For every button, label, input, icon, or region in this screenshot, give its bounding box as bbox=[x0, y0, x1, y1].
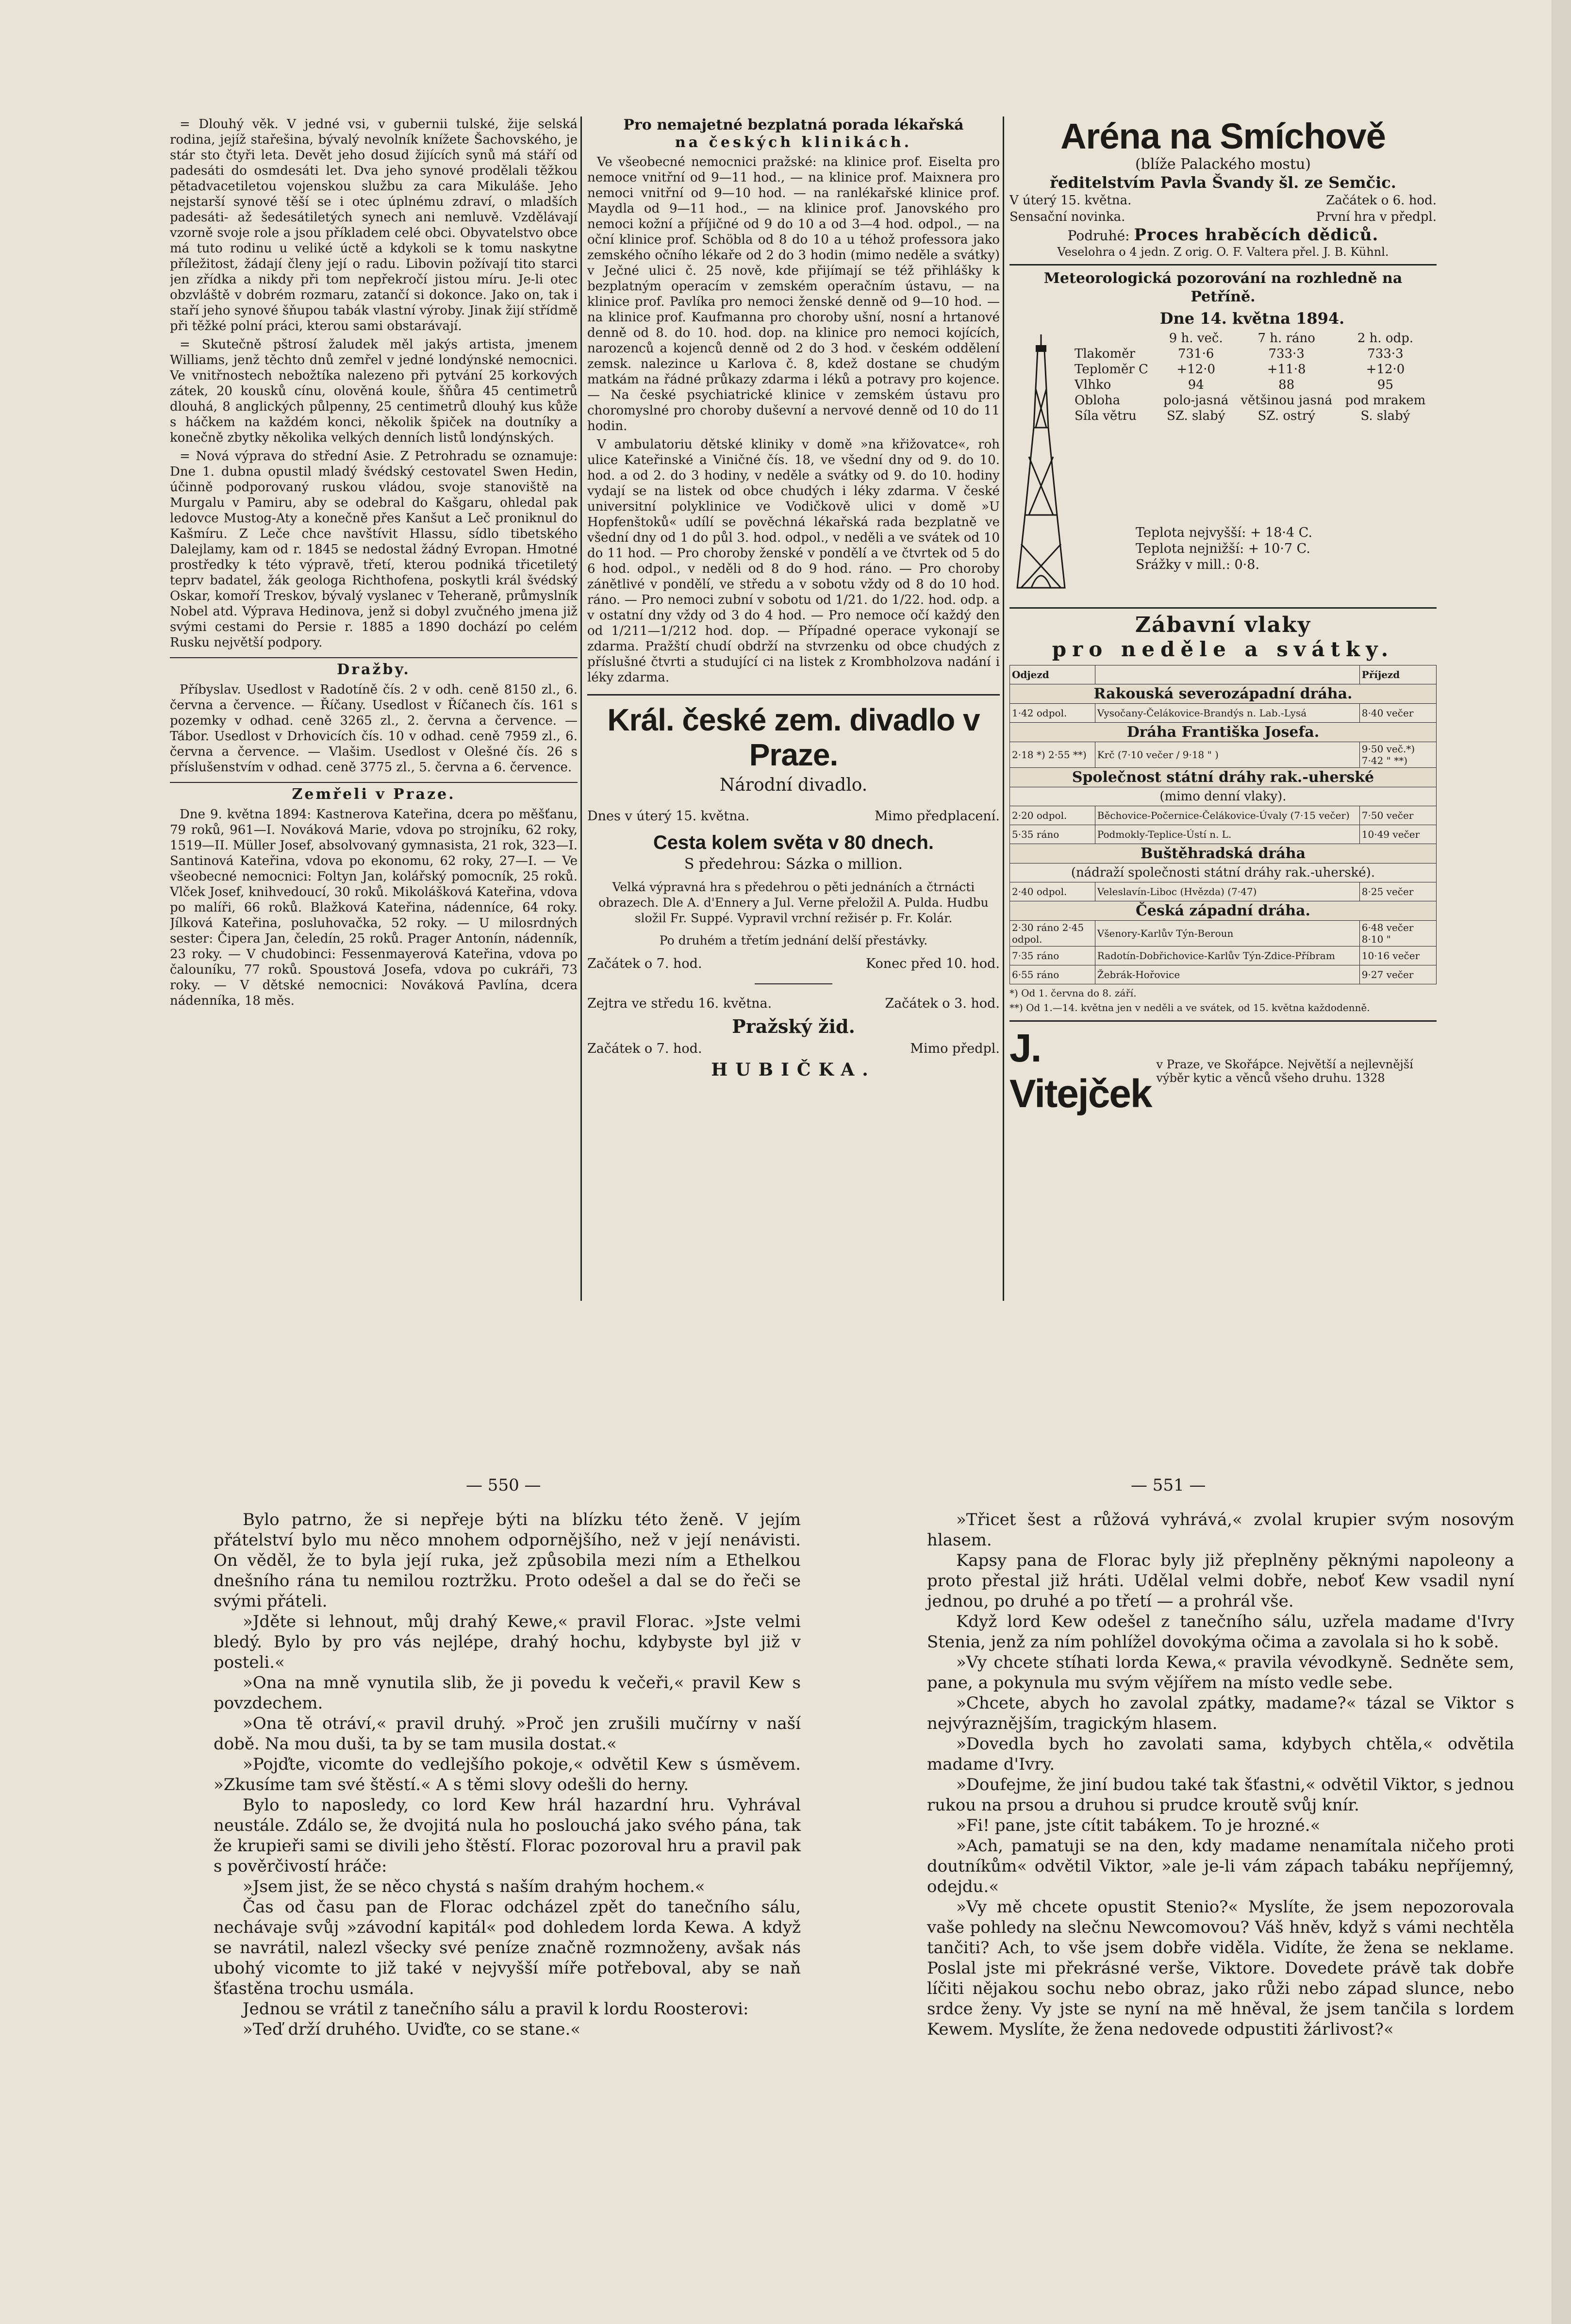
meteo-value: 731·6 bbox=[1178, 347, 1214, 361]
play-title: Cesta kolem světa v 80 dnech. bbox=[653, 832, 934, 853]
evening-row bbox=[587, 1040, 1000, 1058]
meteo-col: 2 h. odp. bbox=[1357, 331, 1414, 346]
meteo-value: 733·3 bbox=[1367, 347, 1404, 361]
meteo-label: Vlhko bbox=[1075, 378, 1111, 392]
scan-margin bbox=[1552, 0, 1571, 2324]
train-arrive: 10·16 večer bbox=[1359, 946, 1436, 965]
drazby-text: Příbyslav. Usedlost v Radotíně čís. 2 v odh. ceně 8150 zl., 6. června a července. — Říčany. Usedlost v Říčanech čís. 161 s pozemky v odhad. ceně 3265 zl., 2. června a července. — Tábor. Usedlost v Drhovicích čís. 10 v odhad. ceně 7959 zl., 6. června a července. — Vlašim. Usedlost v Olešné čís. 26 s příslušenstvím v odhad. ceně 3775 zl., 5. června a 6. července. bbox=[170, 682, 578, 775]
train-note-2: **) Od 1.—14. května jen v neděli a ve svátek, od 15. května každodenně. bbox=[1009, 1002, 1370, 1013]
meteo-col: 9 h. več. bbox=[1169, 331, 1223, 346]
page-number-left: — 550 — bbox=[466, 1476, 541, 1495]
lekarska-text-1: Ve všeobecné nemocnici pražské: na klinice prof. Eiselta pro nemoce vnitřní od 9—11 hod., — na klinice prof. Maixnera pro nemoci vnitřní od 9—10 hod. — na ranlékařské klinice prof. Maydla od 9—11 hod., — na klinice prof. Janovského pro nemoci kožní a příjičné od 9 do 10 a od 3—4 hod. odpol., — na oční klinice prof. Schöbla od 8 do 10 a u téhož professora jako zemského očního lékaře od 2 do 3 hodin (mimo neděle a svátky) v Ječné ulici č. 25 nově, kde přijímají se též přihlášky k bezplatným operacím v zemském operačním ústavu, — na klinice prof. Pavlíka pro nemoci ženské denně od 9—10 hod. — na klinice prof. Kaufmanna pro choroby ušní, nosní a hrtanové denně od 8. do 10. hod. dop. na klinice pro nemoci kojících, narozenců a kojenců denně od 2 do 3 hod. v českém oddělení zemsk. nalezince u Karlova č. 8, kdež dostane se chudým matkám na řádné průkazy zdarma i léků a potravy pro kojence. — Na české psychiatrické klinice v zemském ústavu pro choromyslné pro choroby duševní a nervové denně od 10 do 11 hodin. bbox=[587, 155, 1000, 433]
train-route: Veleslavín-Liboc (Hvězda) (7·47) bbox=[1095, 882, 1359, 901]
arena-play-title: Proces hraběcích dědiců. bbox=[1134, 225, 1379, 245]
book-paragraph: Jednou se vrátil z tanečního sálu a pravil k lordu Roosterovi: bbox=[243, 1999, 749, 2019]
arena-date-row bbox=[1009, 192, 1437, 209]
train-arrive: 8·40 večer bbox=[1359, 704, 1436, 723]
play-description: Velká výpravná hra s předehrou o pěti jednáních a čtrnácti obrazech. Dle A. d'Ennery a Jul. Verne přeložil A. Pulda. Hudbu složil Fr. Suppé. Vypravil vrchní režisér p. Fr. Kolár. bbox=[598, 880, 989, 925]
meteo-label: Síla větru bbox=[1075, 409, 1137, 423]
train-route: Radotín-Dobřichovice-Karlův Týn-Zdice-Příbram bbox=[1095, 946, 1359, 965]
meteo-label: Tlakoměr bbox=[1075, 347, 1136, 361]
book-paragraph: Čas od času pan de Florac odcházel zpět do tanečního sálu, nechávaje svůj »závodní kapitál« pod dohledem lorda Kewa. A když se navrátil, nalezl všecky své peníze značně rozmnoženy, avšak nás ubohý vicomte to již také v nejvyšší míře potřeboval, aby se naň šťastěna trochu usmála. bbox=[214, 1897, 801, 1998]
play-hubicka: HUBIČKA. bbox=[711, 1060, 876, 1080]
meteo-srazky: Srážky v mill.: 0·8. bbox=[1136, 557, 1260, 572]
train-route: Podmokly-Teplice-Ústí n. L. bbox=[1095, 825, 1359, 844]
meteo-label: Obloha bbox=[1075, 393, 1121, 408]
meteo-value: pod mrakem bbox=[1345, 393, 1426, 408]
arena-play-prefix: Podruhé: bbox=[1067, 228, 1130, 244]
newspaper-section bbox=[170, 107, 1437, 1330]
meteo-value: SZ. ostrý bbox=[1257, 409, 1315, 423]
meteo-value: +11·8 bbox=[1267, 362, 1306, 377]
theatre-abonnement: Mimo předplacení. bbox=[875, 809, 1000, 824]
train-depart: 2·40 odpol. bbox=[1010, 882, 1095, 901]
train-depart: 2·20 odpol. bbox=[1010, 806, 1095, 825]
article-pstrosi-zaludek: = Skutečně pštrosí žaludek měl jakýs artista, jmenem Williams, jenž těchto dnů zemřel v jedné londýnské nemocnici. Ve vnitřnostech nebožtíka nalezeno při pytvání 25 korkových zátek, 20 kousků cínu, olověná koule, šňůra 45 centimetrů dlouhá, 8 anglických půlpenny, 25 centimetrů dlouhý kus kůže s háčkem na každém konci, několik špiček na doutníky a konečně zbytky několika velkých denních listů londýnských. bbox=[170, 337, 578, 445]
page-number-right: — 551 — bbox=[1131, 1476, 1206, 1495]
meteo-value: většinou jasná bbox=[1240, 393, 1333, 408]
train-row bbox=[1010, 704, 1437, 723]
train-arrive: 8·25 večer bbox=[1359, 882, 1436, 901]
train-row bbox=[1010, 946, 1437, 965]
train-note-1: *) Od 1. června do 8. září. bbox=[1009, 987, 1137, 999]
train-row bbox=[1010, 921, 1437, 946]
lekarska-heading bbox=[587, 116, 1000, 151]
train-col-odjezd: Odjezd bbox=[1010, 665, 1095, 684]
railway-subheading: (nádraží společnosti státní dráhy rak.-uherské). bbox=[1010, 863, 1437, 882]
meteo-row bbox=[1073, 393, 1432, 408]
train-route: Všenory-Karlův Týn-Beroun bbox=[1095, 921, 1359, 946]
meteo-date: Dne 14. května 1894. bbox=[1159, 309, 1345, 328]
train-route: Krč (7·10 večer / 9·18 " ) bbox=[1095, 742, 1359, 768]
railway-heading: Česká západní dráha. bbox=[1010, 901, 1437, 921]
railway-heading: Rakouská severozápadní dráha. bbox=[1010, 684, 1437, 704]
train-depart: 2·30 ráno 2·45 odpol. bbox=[1010, 921, 1095, 946]
vitejcek-name: J. Vitejček bbox=[1009, 1026, 1152, 1116]
meteo-value: S. slabý bbox=[1360, 409, 1410, 423]
book-paragraph: »Pojďte, vicomte do vedlejšího pokoje,« odvětil Kew s úsměvem. »Zkusíme tam své štěstí.« A s těmi slovy odešli do herny. bbox=[214, 1755, 801, 1794]
train-row bbox=[1010, 965, 1437, 984]
article-dlouhy-vek: = Dlouhý věk. V jedné vsi, v gubernii tulské, žije selská rodina, jejíž stařešina, bývalý nevolník knížete Šachovského, je stár sto čtyři leta. Devět jeho dosud žijících synů má stáří od padesáti do osmdesáti let. Dva jeho synové prodělali těžkou pětadvacetiletou vojenskou službu za cara Mikuláše. Jeho nejstarší synové těší se i otec úplnému zdraví, o mladších padesáti- až šedesátiletých synech ani nemluvě. Vzdělávají vzorně svoje role a jsou příkladem celé obci. Obyvatelstvo obce má tuto rodinu u veliké úctě a kdykoli se k tomu naskytne příležitost, žádají členy její o radu. Libovin požívají tito starci jen zřídka a nikdy při tom nepřekročí jistou míru. Je-li otec obzvláště v dobrém rozmaru, zatančí si dokonce. Jako on, tak i staří jeho synové šňupou tabák vlastní výroby. Jinak žijí střídmě při těžké polní práci, kterou sami obstarávají. bbox=[170, 117, 578, 333]
book-page-right bbox=[927, 1510, 1514, 2040]
theatre-subtitle: Národní divadlo. bbox=[719, 775, 868, 795]
train-arrive: 7·50 večer bbox=[1359, 806, 1436, 825]
theatre-date: Dnes v úterý 15. května. bbox=[587, 809, 750, 824]
book-paragraph: »Vy mě chcete opustit Stenio?« Myslíte, že jsem nepozorovala vaše pohledy na slečnu Newcomovou? Váš hněv, když s vámi nechtěla tančiti? Ach, to vše jsem dobře viděla. Vidíte, že žena se neklame. Poslal jste mi překrásné verše, Viktore. Dovedete právě tak dobře líčiti nějakou sochu nebo obraz, jako růži nebo západ slunce, nebo srdce ženy. Vy jste se nyní na mě hněval, že jsem tančila s lordem Kewem. Myslíte, že žena nedovede odpustiti žárlivost?« bbox=[927, 1897, 1514, 2039]
meteo-row bbox=[1073, 362, 1432, 377]
play-times-row bbox=[587, 955, 1000, 973]
meteo-title: Meteorologická pozorování na rozhledně na Petříně. bbox=[1009, 264, 1437, 306]
column-rule bbox=[1003, 116, 1004, 1301]
play-pause-note: Po druhém a třetím jednání delší přestávky. bbox=[659, 933, 928, 947]
tomorrow-date: Zejtra ve středu 16. května. bbox=[587, 996, 772, 1011]
railway-heading: Buštěhradská dráha bbox=[1010, 844, 1437, 863]
arena-date: V úterý 15. května. bbox=[1009, 193, 1132, 208]
train-depart: 2·18 *) 2·55 **) bbox=[1010, 742, 1095, 768]
book-paragraph: »Ach, pamatuji se na den, kdy madame nenamítala ničeho proti doutníkům« odvětil Viktor, »ale je-li vám zápach tabáku nepříjemný, odejdu.« bbox=[927, 1836, 1514, 1896]
meteo-value: +12·0 bbox=[1176, 362, 1216, 377]
arena-play bbox=[1009, 225, 1437, 245]
arena-subtitle: (blíže Palackého mostu) bbox=[1135, 156, 1311, 173]
railway-heading: Společnost státní dráhy rak.-uherské bbox=[1010, 768, 1437, 787]
train-header-row bbox=[1010, 665, 1437, 684]
arena-title: Aréna na Smíchově bbox=[1060, 116, 1386, 156]
article-vyprava-asie: = Nová výprava do střední Asie. Z Petrohradu se oznamuje: Dne 1. dubna opustil mladý švédský cestovatel Swen Hedin, účinně podporovaný ruskou vládou, svoje stanoviště na Murgalu v Pamiru, aby se odebral do Kašgaru, ohledal pak ledovce Mustog-Aty a konečně přes Kanšut a Leč proniknul do Kašmíru. Z Leče chce navštívit Hlassu, sídlo tibetského Dalejlamy, kam od r. 1845 se nedostal žádný Evropan. Hmotné prostředky k této výpravě, třetí, kterou podniká třicetiletý teprv badatel, žák geologa Richthofena, poskytli král švédský Oskar, komoří Treskov, bývalý vyslanec v Teheraně, průmyslník Nobel atd. Výprava Hedinova, jenž si dobyl zvučného jmena již svými cestami do Persie r. 1885 a 1890 dochází po celém Rusku největší podpory. bbox=[170, 449, 578, 650]
evening-start: Začátek o 7. hod. bbox=[587, 1041, 702, 1056]
play-prazsky-zid: Pražský žid. bbox=[732, 1015, 855, 1037]
meteo-block bbox=[1009, 331, 1437, 602]
meteo-value: polo-jasná bbox=[1163, 393, 1229, 408]
book-paragraph: »Teď drží druhého. Uviďte, co se stane.« bbox=[243, 2020, 581, 2039]
train-row bbox=[1010, 882, 1437, 901]
book-page-left bbox=[214, 1510, 801, 2040]
train-arrive: 9·27 večer bbox=[1359, 965, 1436, 984]
news-column-1 bbox=[170, 116, 578, 1301]
meteo-value: SZ. slabý bbox=[1167, 409, 1225, 423]
train-depart: 1·42 odpol. bbox=[1010, 704, 1095, 723]
train-table bbox=[1009, 665, 1437, 984]
meteo-row bbox=[1073, 377, 1432, 393]
evening-abonnement: Mimo předpl. bbox=[910, 1041, 1000, 1056]
lekarska-heading-line2: na českých klinikách. bbox=[675, 134, 912, 151]
book-paragraph: »Ona tě otráví,« pravil druhý. »Proč jen zrušili mučírny v naší době. Na mou duši, ta by se tam musila dostat.« bbox=[214, 1714, 801, 1754]
train-depart: 6·55 ráno bbox=[1010, 965, 1095, 984]
meteo-value: 95 bbox=[1377, 378, 1394, 392]
meteo-label: Teploměr C bbox=[1075, 362, 1148, 377]
book-paragraph: »Jděte si lehnout, můj drahý Kewe,« pravil Florac. »Jste velmi bledý. Bylo by pro vás nejlépe, drahý hochu, kdybyste byl již v posteli.« bbox=[214, 1612, 801, 1672]
zabavni-vlaky-title: Zábavní vlaky bbox=[1009, 607, 1437, 637]
arena-direction: ředitelstvím Pavla Švandy šl. ze Semčic. bbox=[1050, 173, 1396, 192]
book-paragraph: Když lord Kew odešel z tanečního sálu, uzřela madame d'Ivry Stenia, jenž za ním pohlížel dovokýma očima a zavolala si ho k sobě. bbox=[927, 1612, 1514, 1652]
meteo-header-row bbox=[1073, 331, 1432, 346]
play-prelude: S předehrou: Sázka o million. bbox=[684, 856, 903, 873]
train-arrive: 9·50 več.*) 7·42 " **) bbox=[1359, 742, 1436, 768]
tomorrow-start: Začátek o 3. hod. bbox=[885, 996, 1000, 1011]
vitejcek-text: v Praze, ve Skořápce. Největší a nejlevnější výběr kytic a věnců všeho druhu. 1328 bbox=[1156, 1058, 1413, 1085]
book-paragraph: »Doufejme, že jiní budou také tak šťastni,« odvětil Viktor, s jednou rukou na prsou a druhou si prudce kroutě svůj knír. bbox=[927, 1775, 1514, 1815]
meteo-row bbox=[1073, 408, 1432, 424]
meteo-tmax: Teplota nejvyšší: + 18·4 C. bbox=[1136, 525, 1313, 540]
train-col-route bbox=[1095, 665, 1359, 684]
lekarska-text-2: V ambulatoriu dětské kliniky v domě »na křižovatce«, roh ulice Kateřinské a Viničné čís. 18, ve všední dny od 9. do 10. hod. a od 2. do 3 hodiny, v neděle a svátky od 9. do 10. hodiny vydají se na listek od obce chudých i léky zdarma. V české universitní polyklinice ve Vodičkově ulici v domě »U Hopfenštoků« udílí se pověchná lékařská rada bezplatně ve všední dny od 1 do půl 3. hod. odpol., v neděli a ve svátek od 10 do 11 hod. — Pro choroby ženské v pondělí a ve čtvrtek od 5 do 6 hod. odpol., v neděli od 8 do 9 hod. ráno. — Pro choroby zánětlivé v pondělí, ve středu a v sobotu vždy od 8 do 10 hod. ráno. — Pro nemoci zubní v sobotu od 1/21. do 1/22. hod. odp. a v ostatní dny vždy od 3 do 4 hod. — Pro nemoce očí každý den od 1/211—1/212 hod. dop. — Případné operace vykonají se zdarma. Pražští chudí obdrží na stvrzenku od obce chudých z příslušné čtvrti a studující ci na listek z Krombholzova nadání i léky zdarma. bbox=[587, 437, 1000, 685]
meteo-tmin: Teplota nejnižší: + 10·7 C. bbox=[1136, 541, 1310, 556]
meteo-col: 7 h. ráno bbox=[1257, 331, 1315, 346]
column-rule bbox=[580, 116, 582, 1301]
meteo-value: 94 bbox=[1188, 378, 1204, 392]
play-start: Začátek o 7. hod. bbox=[587, 956, 702, 971]
vitejcek-ad bbox=[1009, 1020, 1437, 1117]
train-depart: 5·35 ráno bbox=[1010, 825, 1095, 844]
book-paragraph: »Jsem jist, že se něco chystá s naším drahým hochem.« bbox=[243, 1877, 705, 1896]
theatre-date-row bbox=[587, 808, 1000, 825]
book-paragraph: »Třicet šest a růžová vyhrává,« zvolal krupier svým nosovým hlasem. bbox=[927, 1510, 1514, 1550]
railway-heading: Dráha Františka Josefa. bbox=[1010, 723, 1437, 742]
zemreli-heading: Zemřeli v Praze. bbox=[170, 782, 578, 803]
arena-first: První hra v předpl. bbox=[1316, 210, 1437, 224]
train-row bbox=[1010, 825, 1437, 844]
book-paragraph: »Vy chcete stíhati lorda Kewa,« pravila vévodkyně. Sedněte sem, pane, a pokynula mu svým vějířem na místo vedle sebe. bbox=[927, 1653, 1514, 1693]
news-column-2 bbox=[587, 116, 1000, 1301]
train-arrive: 6·48 večer 8·10 " bbox=[1359, 921, 1436, 946]
book-paragraph: »Fi! pane, jste cítit tabákem. To je hrozné.« bbox=[956, 1816, 1321, 1835]
zemreli-text: Dne 9. května 1894: Kastnerova Kateřina, dcera po měšťanu, 79 roků, 961—I. Nováková Marie, vdova po strojníku, 62 roky, 1519—II. Müller Josef, absolvovaný gymnasista, 21 rok, 323—I. Santinová Kateřina, vdova po ekonomu, 62 roky, 27—I. — Ve všeobecné nemocnici: Foltyn Jan, kolářský pomocník, 25 roků. Vlček Josef, knihvedoucí, 30 roků. Mikolášková Kateřina, vdova po malíři, 66 roků. Blažková Kateřina, nádenníce, 64 roky. Jílková Kateřina, posluhovačka, 52 roky. — U milosrdných sester: Čipera Jan, čeledín, 25 roků. Prager Antonín, nádenník, 23 roky. — V chudobinci: Fessenmayerová Kateřina, vdova po čalouníku, 77 roků. Spoustová Josefa, vdova po cukráři, 73 roky. — V dětské nemocnici: Nováková Pavlína, dcera nádenníka, 18 měs. bbox=[170, 807, 578, 1008]
train-depart: 7·35 ráno bbox=[1010, 946, 1095, 965]
book-paragraph: »Ona na mně vynutila slib, že ji povedu k večeři,« pravil Kew s povzdechem. bbox=[214, 1673, 801, 1713]
meteo-value: 88 bbox=[1278, 378, 1295, 392]
book-paragraph: »Dovedla bych ho zavolati sama, kdybych chtěla,« odvětila madame d'Ivry. bbox=[927, 1734, 1514, 1774]
train-row bbox=[1010, 806, 1437, 825]
arena-novelty-row bbox=[1009, 209, 1437, 225]
tomorrow-row bbox=[587, 995, 1000, 1013]
train-col-prijezd: Příjezd bbox=[1359, 665, 1436, 684]
book-paragraph: Bylo to naposledy, co lord Kew hrál hazardní hru. Vyhrával neustále. Zdálo se, že dvojitá nula ho poslouchá jako svého pána, tak že krupieři sami se divili jeho štěstí. Florac pozoroval hru a pravil pak s pověrčivostí hráče: bbox=[214, 1795, 801, 1876]
theatre-title: Král. české zem. divadlo v Praze. bbox=[587, 694, 1000, 772]
meteo-notes bbox=[1009, 525, 1437, 573]
play-end: Konec před 10. hod. bbox=[866, 956, 1000, 971]
train-route: Běchovice-Počernice-Čelákovice-Úvaly (7·15 večer) bbox=[1095, 806, 1359, 825]
train-route: Žebrák-Hořovice bbox=[1095, 965, 1359, 984]
train-route: Vysočany-Čelákovice-Brandýs n. Lab.-Lysá bbox=[1095, 704, 1359, 723]
railway-subheading: (mimo denní vlaky). bbox=[1010, 787, 1437, 806]
book-paragraph: Kapsy pana de Florac byly již přeplněny pěknými napoleony a proto přestal již hráti. Udělal velmi dobře, neboť Kew vsadil nyní jednou, po druhé a po třetí — a prohrál vše. bbox=[927, 1551, 1514, 1611]
arena-novelty: Sensační novinka. bbox=[1009, 210, 1125, 224]
lekarska-heading-line1: Pro nemajetné bezplatná porada lékařská bbox=[623, 116, 964, 133]
arena-start: Začátek o 6. hod. bbox=[1326, 193, 1437, 208]
drazby-heading: Dražby. bbox=[170, 657, 578, 678]
book-paragraph: »Chcete, abych ho zavolal zpátky, madame?« tázal se Viktor s nejvýraznějším, tragickým hlasem. bbox=[927, 1693, 1514, 1733]
divider bbox=[755, 983, 832, 984]
arena-play-desc: Veselohra o 4 jedn. Z orig. O. F. Valtera přel. J. B. Kühnl. bbox=[1057, 245, 1389, 259]
train-arrive: 10·49 večer bbox=[1359, 825, 1436, 844]
meteo-table bbox=[1073, 331, 1432, 424]
book-paragraph: Bylo patrno, že si nepřeje býti na blízku této ženě. V jejím přátelství bylo mu něco mnohem odpornějšího, než v její nenávisti. On věděl, že to byla její ruka, jež způsobila mezi ním a Ethelkou dnešního rána tu nemilou roztržku. Proto odešel a dal se do řeči se svými přáteli. bbox=[214, 1510, 801, 1611]
meteo-value: 733·3 bbox=[1268, 347, 1305, 361]
train-row bbox=[1010, 742, 1437, 768]
meteo-value: +12·0 bbox=[1366, 362, 1405, 377]
news-column-3 bbox=[1009, 116, 1437, 1301]
zabavni-vlaky-subtitle: pro neděle a svátky. bbox=[1052, 637, 1394, 661]
meteo-row bbox=[1073, 346, 1432, 362]
